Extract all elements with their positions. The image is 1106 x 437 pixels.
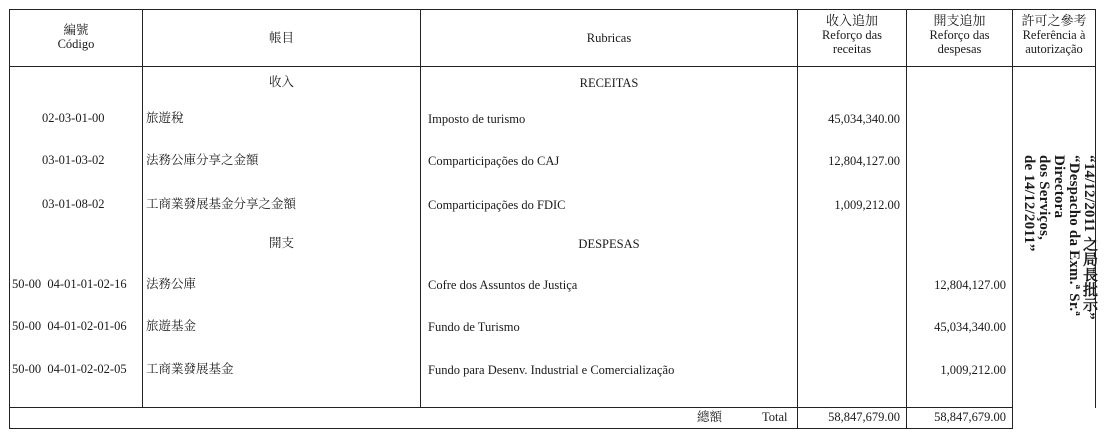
row-account-zh: 法務公庫分享之金額 [146,153,259,167]
reference-line-4: de 14/12/2011” [1021,155,1037,252]
total-despesas: 58,847,679.00 [934,410,1006,424]
row-receita: 1,009,212.00 [834,198,900,212]
row-despesa: 1,009,212.00 [940,363,1006,377]
header-rubricas: Rubricas [586,31,632,45]
header-revenue [798,14,906,56]
row-receita: 12,804,127.00 [828,154,900,168]
table-bottom-border [9,428,1013,429]
header-revenue-pt2: receitas [832,42,872,56]
divider-account-rubrica [420,9,421,408]
header-revenue-zh: 收入追加 [825,13,878,28]
section-expense-zh: 開支 [268,236,294,250]
row-despesa: 12,804,127.00 [934,278,1006,292]
section-revenue-pt: RECEITAS [579,76,639,90]
row-code: 03-01-08-02 [42,197,105,211]
section-expense-pt: DESPESAS [578,237,640,251]
reference-line-1: “14/12/2011 之局長批示” [1081,155,1097,320]
header-expense-zh: 開支追加 [933,13,986,28]
border-left [9,9,10,429]
row-rubrica: Comparticipações do CAJ [428,154,560,168]
divider-rubrica-receita [797,9,798,429]
header-expense-pt2: despesas [937,42,982,56]
row-receita: 45,034,340.00 [828,112,900,126]
authorization-reference [1021,155,1097,370]
total-label-zh: 總額 [697,410,723,424]
row-despesa: 45,034,340.00 [934,320,1006,334]
header-revenue-pt1: Reforço das [821,28,883,42]
total-receitas: 58,847,679.00 [828,410,900,424]
total-top-border [9,407,1013,408]
header-account-zh: 帳目 [268,31,294,45]
header-code-pt: Código [57,37,95,51]
row-code: 50-00 04-01-01-02-16 [12,277,127,291]
row-rubrica: Fundo para Desenv. Industrial e Comercialização [428,363,675,377]
row-code: 03-01-03-02 [42,153,105,167]
row-rubrica: Comparticipações do FDIC [428,198,566,212]
header-reference [1013,14,1095,56]
divider-despesa-ref [1012,9,1013,429]
header-code [10,23,142,51]
row-rubrica: Imposto de turismo [428,112,526,126]
header-reference-pt1: Referência à [1022,28,1086,42]
row-rubrica: Fundo de Turismo [428,320,520,334]
reference-line-2: “Despacho da Exm.ª Sr.ª Directora [1051,155,1082,316]
header-expense-pt1: Reforço das [929,28,990,42]
section-revenue-zh: 收入 [268,75,294,89]
header-expense [907,14,1012,56]
row-rubrica: Cofre dos Assuntos de Justiça [428,278,578,292]
row-code: 50-00 04-01-02-01-06 [12,319,127,333]
table-top-border [9,9,1096,10]
divider-code-account [142,9,143,408]
row-code: 02-03-01-00 [42,111,105,125]
header-code-zh: 編號 [63,23,89,37]
header-reference-zh: 許可之參考 [1021,13,1087,28]
row-account-zh: 旅遊基金 [146,319,197,333]
row-account-zh: 工商業發展基金分享之金額 [146,197,297,211]
row-account-zh: 工商業發展基金 [146,362,234,376]
row-account-zh: 法務公庫 [146,277,197,291]
header-bottom-border [9,66,1096,67]
row-code: 50-00 04-01-02-02-05 [12,362,127,376]
header-reference-pt2: autorização [1025,42,1083,56]
row-account-zh: 旅遊稅 [146,111,184,125]
total-label-pt: Total [762,410,788,424]
reference-line-3: dos Serviços, [1036,155,1052,241]
